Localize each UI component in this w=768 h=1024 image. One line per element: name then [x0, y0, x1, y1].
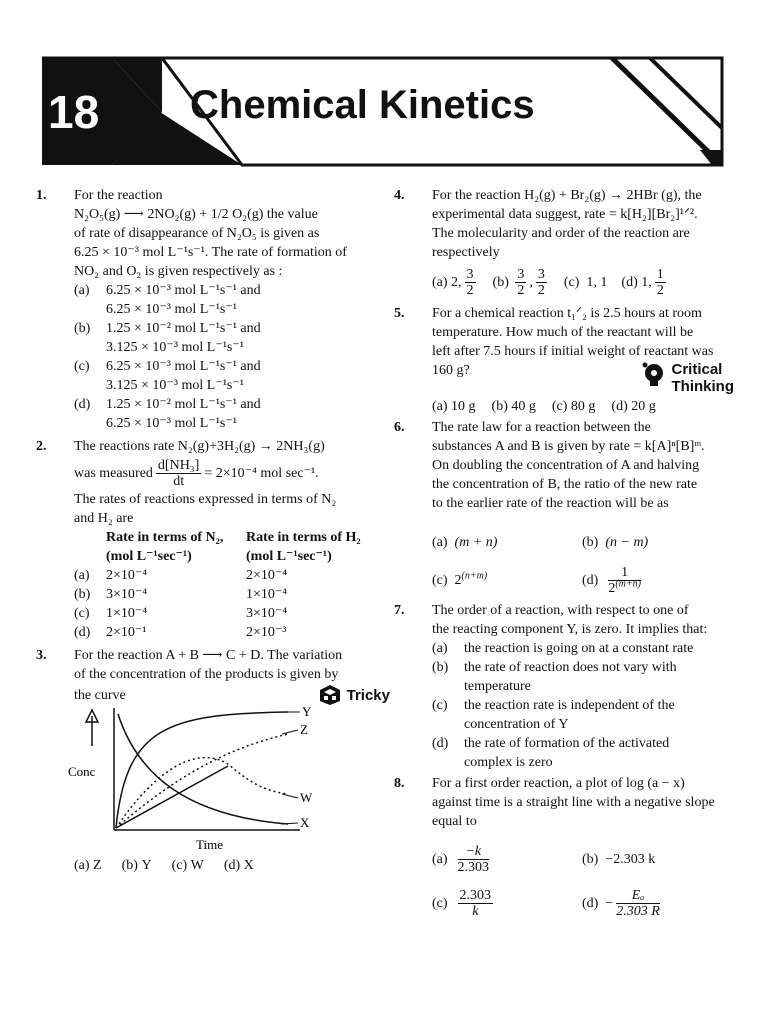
option-label: (b) — [74, 321, 91, 336]
cube-icon — [318, 684, 342, 706]
rate-value: = 2×10⁻⁴ mol sec⁻¹. — [204, 465, 319, 481]
option-a — [432, 397, 476, 416]
option-label: (c) — [563, 274, 580, 290]
option-label: (c) — [74, 359, 90, 374]
option-text: the rate of formation of the activated — [464, 736, 670, 751]
option-label: (a) — [432, 534, 448, 550]
option-text — [455, 571, 488, 590]
option-b — [582, 523, 752, 561]
power-exponent: (n+m) — [461, 569, 488, 581]
option-c — [432, 881, 582, 925]
option-d — [611, 397, 655, 416]
answer-options — [394, 837, 734, 925]
question-text: NO₂ and O₂ is given respectively as : — [74, 264, 283, 279]
option-separator: , — [529, 274, 533, 290]
option-label: (c) — [551, 399, 568, 414]
option-label: (d) — [621, 274, 638, 290]
table-cell: 2×10⁻³ — [246, 625, 287, 640]
option-label: (d) — [223, 858, 241, 873]
option-c — [74, 357, 390, 395]
answer-options — [36, 856, 390, 875]
option-text: W — [190, 858, 204, 873]
option-label: (b) — [492, 274, 509, 290]
option-text: −2.303 k — [605, 851, 656, 867]
option-text: 40 g — [511, 399, 536, 414]
option-label: (d) — [74, 397, 91, 412]
fraction — [458, 844, 490, 875]
question-text: The molecularity and order of the reaction are — [432, 226, 690, 241]
question-4 — [394, 186, 734, 302]
table-cell: 2×10⁻¹ — [106, 625, 147, 640]
question-text: substances A and B is given by rate = k[A]ⁿ[B]ᵐ. — [432, 439, 705, 454]
question-line-with-badge — [74, 684, 390, 706]
fraction-numerator: 1 — [656, 266, 664, 282]
badge-line-1: Critical — [671, 361, 723, 378]
question-number: 8. — [394, 776, 405, 791]
power-base: 2 — [608, 580, 616, 596]
question-line-with-badge — [432, 361, 734, 397]
chapter-banner — [0, 0, 768, 175]
option-label: (a) — [74, 283, 90, 298]
option-text: 3.125 × 10⁻³ mol L⁻¹s⁻¹ — [106, 340, 244, 355]
question-text: temperature. How much of the reactant will be — [432, 325, 694, 340]
option-a — [432, 837, 582, 881]
option-text: the reaction rate is independent of the — [464, 698, 675, 713]
option-text: 80 g — [570, 399, 596, 414]
curve-label-w: W — [300, 790, 313, 805]
option-c — [172, 856, 204, 875]
option-label: (b) — [121, 858, 138, 873]
option-d — [582, 561, 752, 599]
fraction-denominator: dt — [173, 473, 185, 489]
option-c — [564, 273, 608, 292]
option-label: (b) — [582, 534, 599, 550]
option-a — [74, 856, 102, 875]
fraction-denominator: 2 — [517, 282, 525, 298]
fraction-numerator: 3 — [537, 266, 545, 282]
fraction — [458, 888, 494, 919]
curve-y — [116, 712, 288, 828]
fraction-numerator: d[NH₃] — [157, 457, 200, 473]
option-text: Z — [93, 858, 102, 873]
question-8 — [394, 774, 734, 925]
question-text: experimental data suggest, rate = k[H₂][Br₂]¹ᐟ². — [432, 207, 698, 222]
fraction — [465, 267, 476, 298]
option-label: (c) — [432, 895, 448, 911]
curve-y-tangent — [116, 766, 228, 828]
question-text: For the reaction H₂(g) + Br₂(g) → 2HBr (g), the — [432, 188, 702, 203]
question-number: 3. — [36, 648, 47, 663]
question-number: 6. — [394, 420, 405, 435]
option-label: (a) — [432, 641, 448, 656]
question-text: of the concentration of the products is given by — [74, 667, 339, 682]
chapter-title: Chemical Kinetics — [190, 83, 535, 127]
question-text: against time is a straight line with a negative slope — [432, 795, 715, 810]
option-text: 1.25 × 10⁻² mol L⁻¹s⁻¹ and — [106, 321, 261, 336]
table-cell: 1×10⁻⁴ — [246, 587, 288, 602]
option-text: the reaction is going on at a constant rate — [464, 641, 694, 656]
minus-sign: − — [605, 895, 614, 911]
option-c — [432, 696, 734, 734]
brain-gear-icon — [641, 361, 667, 387]
option-text: 1, 1 — [586, 274, 608, 290]
option-label: (a) — [432, 399, 448, 414]
option-text: 1.25 × 10⁻² mol L⁻¹s⁻¹ and — [106, 397, 261, 412]
option-text: (n − m) — [605, 534, 649, 550]
question-text: of rate of disappearance of N₂O₅ is given as — [74, 226, 320, 241]
option-d — [224, 856, 254, 875]
option-text: 1, — [641, 274, 652, 290]
option-text: 3.125 × 10⁻³ mol L⁻¹s⁻¹ — [106, 378, 244, 393]
fraction-denominator: 2 — [466, 282, 474, 298]
option-label: (a) — [74, 858, 90, 873]
question-1 — [36, 186, 390, 433]
y-axis-label: Conc — [68, 764, 96, 779]
fraction — [515, 267, 526, 298]
option-text: complex is zero — [464, 755, 553, 770]
question-5 — [394, 304, 734, 416]
table-header-h2-units: (mol L⁻¹sec⁻¹) — [246, 549, 332, 564]
curve-label-z: Z — [300, 722, 308, 737]
option-text: 6.25 × 10⁻³ mol L⁻¹s⁻¹ and — [106, 359, 261, 374]
table-row-label: (d) — [74, 625, 91, 640]
question-2 — [36, 437, 390, 642]
critical-thinking-badge — [641, 361, 735, 395]
fraction-numerator: Eₐ — [616, 888, 660, 904]
table-cell: 3×10⁻⁴ — [106, 587, 148, 602]
question-number: 4. — [394, 188, 405, 203]
badge-label: Tricky — [346, 686, 390, 704]
question-number: 5. — [394, 306, 405, 321]
question-text: The rate law for a reaction between the — [432, 420, 651, 435]
table-spacer — [74, 547, 106, 566]
label-leader — [282, 794, 298, 798]
fraction-numerator: 3 — [466, 266, 474, 282]
option-d — [582, 881, 752, 925]
option-text: 6.25 × 10⁻³ mol L⁻¹s⁻¹ and — [106, 283, 261, 298]
answer-options — [394, 262, 734, 302]
option-label: (c) — [432, 698, 448, 713]
option-label: (b) — [582, 851, 599, 867]
option-label: (a) — [432, 851, 448, 867]
rate-table — [36, 528, 390, 642]
table-row-label: (a) — [74, 568, 90, 583]
question-text: the concentration of B, the ratio of the new rate — [432, 477, 698, 492]
option-text: 2, — [451, 274, 462, 290]
question-number: 2. — [36, 439, 47, 454]
badge-line-2: Thinking — [671, 378, 734, 395]
option-text: (m + n) — [454, 534, 498, 550]
table-cell: 2×10⁻⁴ — [106, 568, 148, 583]
label-leader — [282, 730, 298, 734]
table-row-label: (b) — [74, 587, 91, 602]
question-text: On doubling the concentration of A and halving — [432, 458, 700, 473]
option-text: X — [243, 858, 254, 873]
question-text: For a chemical reaction t₁ᐟ₂ is 2.5 hours at room — [432, 306, 702, 321]
question-text: The rates of reactions expressed in terms of N₂ — [74, 492, 337, 507]
concentration-time-graph — [38, 706, 354, 856]
curve-label-x: X — [300, 815, 310, 830]
answer-options — [394, 523, 734, 599]
question-text: 160 g? — [432, 363, 470, 378]
badge-label — [672, 361, 735, 395]
question-text: The order of a reaction, with respect to one of — [432, 603, 689, 618]
fraction-denominator: 2 — [656, 282, 664, 298]
fraction-denominator: 2 — [537, 282, 545, 298]
option-b — [493, 267, 550, 298]
option-d — [621, 267, 668, 298]
fraction-denominator: 2.303 — [457, 859, 490, 875]
fraction-numerator: 2.303 — [459, 887, 492, 903]
chapter-number: 18 — [48, 86, 100, 138]
option-b — [582, 837, 752, 881]
question-3 — [36, 646, 390, 875]
option-text: 6.25 × 10⁻³ mol L⁻¹s⁻¹ — [106, 416, 237, 431]
table-cell: 3×10⁻⁴ — [246, 606, 288, 621]
fraction-numerator: 1 — [608, 565, 641, 581]
option-b — [122, 856, 152, 875]
fraction-numerator: −k — [458, 844, 490, 860]
table-cell: 1×10⁻⁴ — [106, 606, 148, 621]
x-axis-label: Time — [196, 837, 223, 852]
fraction-denominator — [608, 577, 641, 596]
option-a — [432, 639, 734, 658]
question-text: the reacting component Y, is zero. It implies that: — [432, 622, 708, 637]
question-number: 1. — [36, 188, 47, 203]
option-text: 20 g — [631, 399, 656, 414]
question-text: N₂O₅(g) ⟶ 2NO₂(g) + 1/2 O₂(g) the value — [74, 207, 318, 222]
option-text: 6.25 × 10⁻³ mol L⁻¹s⁻¹ — [106, 302, 237, 317]
question-text: For a first order reaction, a plot of log (a − x) — [432, 776, 685, 791]
question-text: to the earlier rate of the reaction will be as — [432, 496, 669, 511]
option-label: (a) — [432, 274, 448, 290]
option-label: (c) — [171, 858, 188, 873]
table-spacer — [74, 528, 106, 547]
option-label: (d) — [582, 572, 599, 588]
tricky-badge — [318, 684, 390, 706]
option-text: 10 g — [451, 399, 476, 414]
option-label: (b) — [491, 399, 508, 414]
fraction — [536, 267, 547, 298]
option-b — [74, 319, 390, 357]
question-number: 7. — [394, 603, 405, 618]
question-text: For the reaction — [74, 188, 163, 203]
right-column — [394, 186, 734, 927]
power-exponent: (m+n) — [615, 577, 641, 589]
fraction-denominator: k — [472, 903, 479, 919]
left-column — [36, 186, 390, 877]
table-header-n2: Rate in terms of N₂, — [106, 530, 224, 545]
rate-expression — [74, 456, 390, 490]
derivative-fraction — [156, 458, 201, 489]
curve-label-y: Y — [302, 706, 312, 719]
question-6 — [394, 418, 734, 599]
question-text: was measured — [74, 465, 153, 481]
option-a — [74, 281, 390, 319]
fraction — [616, 888, 660, 919]
option-label: (d) — [611, 399, 628, 414]
option-label: (c) — [432, 572, 448, 588]
option-b — [492, 397, 536, 416]
option-a — [432, 267, 479, 298]
power-base: 2 — [454, 572, 462, 588]
option-c — [552, 397, 596, 416]
option-text: the rate of reaction does not vary with — [464, 660, 677, 675]
option-d — [74, 395, 390, 433]
option-b — [432, 658, 734, 696]
option-c — [432, 561, 582, 599]
question-text: respectively — [432, 245, 500, 260]
option-d — [432, 734, 734, 772]
option-a — [432, 523, 582, 561]
table-header-n2-units: (mol L⁻¹sec⁻¹) — [106, 549, 192, 564]
question-text: equal to — [432, 814, 477, 829]
question-text: and H₂ are — [74, 511, 134, 526]
option-label: (b) — [432, 660, 449, 675]
curve-x — [118, 714, 288, 824]
question-7 — [394, 601, 734, 772]
option-text: Y — [141, 858, 152, 873]
question-text: 6.25 × 10⁻³ mol L⁻¹s⁻¹. The rate of formation of — [74, 245, 347, 260]
fraction — [608, 565, 641, 596]
fraction — [655, 267, 666, 298]
question-text: The reactions rate N₂(g)+3H₂(g) → 2NH₃(g) — [74, 439, 325, 454]
option-label: (d) — [582, 895, 599, 911]
fraction-numerator: 3 — [517, 266, 525, 282]
table-header-h2: Rate in terms of H₂ — [246, 530, 361, 545]
question-text: the curve — [74, 687, 126, 703]
fraction-denominator: 2.303 R — [616, 903, 660, 919]
option-text: temperature — [464, 679, 531, 694]
question-text: For the reaction A + B ⟶ C + D. The variation — [74, 648, 343, 663]
question-text: left after 7.5 hours if initial weight of reactant was — [432, 344, 714, 359]
table-row-label: (c) — [74, 606, 90, 621]
curve-w — [116, 758, 288, 828]
table-cell: 2×10⁻⁴ — [246, 568, 288, 583]
option-text: concentration of Y — [464, 717, 569, 732]
answer-options — [394, 397, 734, 416]
option-label: (d) — [432, 736, 449, 751]
